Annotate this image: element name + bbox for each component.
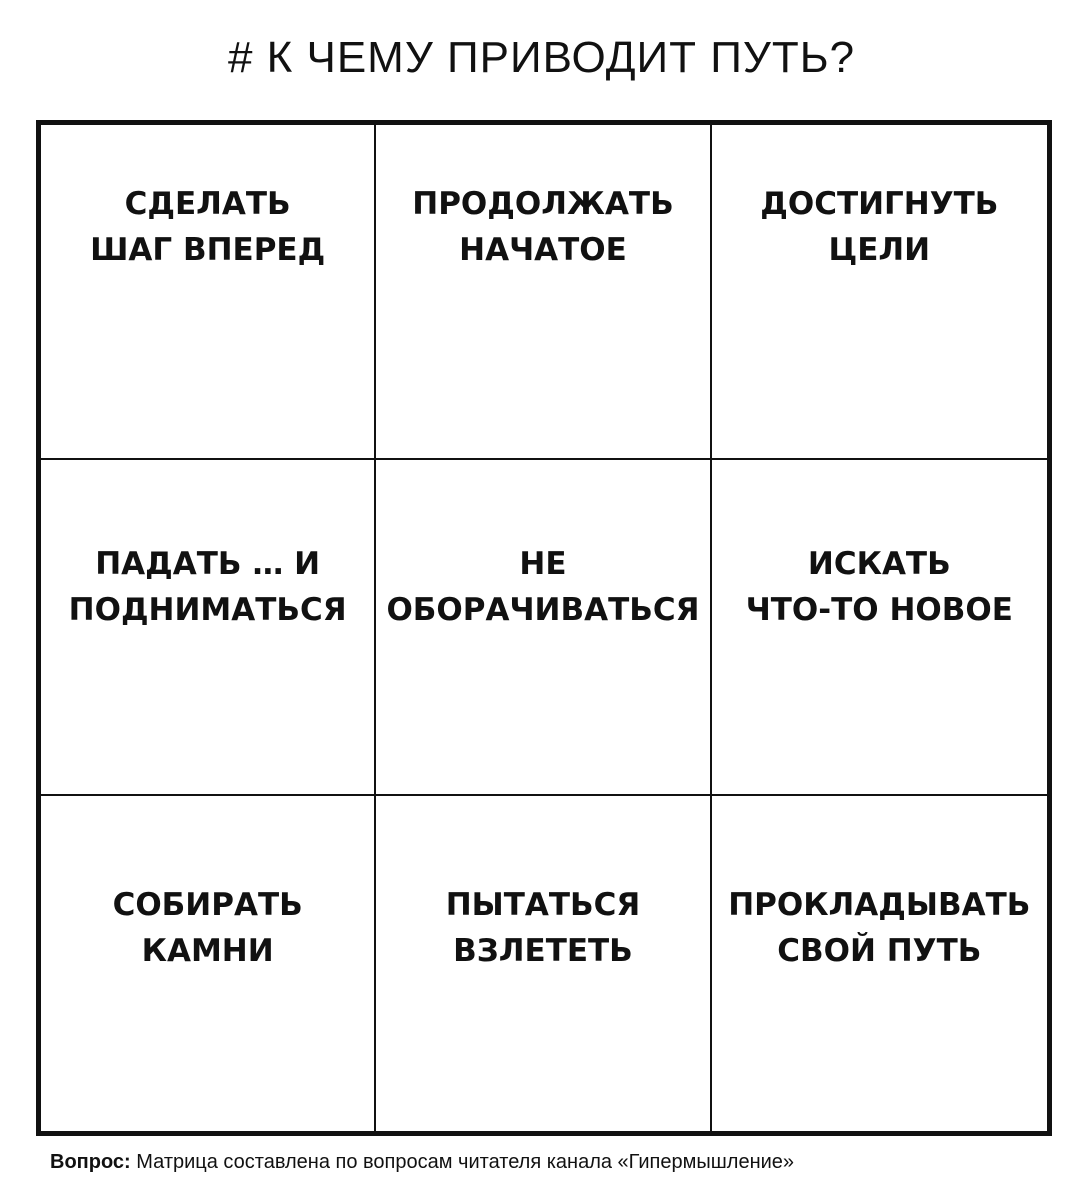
matrix-cell [712,460,1047,795]
matrix-cell [376,460,711,795]
matrix-cell [41,796,376,1131]
matrix-grid [36,120,1052,1136]
cell-text: ПЫТАТЬСЯ ВЗЛЕТЕТЬ [445,887,641,970]
cell-text: ПАДАТЬ … И ПОДНИМАТЬСЯ [68,545,347,628]
cell-text: ПРОКЛАДЫВАТЬ СВОЙ ПУТЬ [728,887,1031,970]
matrix-cell [41,460,376,795]
cell-text: ДОСТИГНУТЬ ЦЕЛИ [760,185,999,268]
matrix-cell [41,125,376,460]
matrix-cell [712,125,1047,460]
cell-text: ИСКАТЬ ЧТО-ТО НОВОЕ [745,545,1013,628]
matrix-cell [376,125,711,460]
footer-note [50,1148,1060,1176]
footer-lead: Вопрос: [50,1151,131,1173]
cell-text: СОБИРАТЬ КАМНИ [112,887,303,970]
matrix-cell [712,796,1047,1131]
cell-text: НЕ ОБОРАЧИВАТЬСЯ [386,545,700,628]
page-title: # К ЧЕМУ ПРИВОДИТ ПУТЬ? [227,33,856,82]
matrix-cell [376,796,711,1131]
cell-text: СДЕЛАТЬ ШАГ ВПЕРЕД [90,185,326,268]
cell-text: ПРОДОЛЖАТЬ НАЧАТОЕ [412,185,674,268]
footer-text: Матрица составлена по вопросам читателя канала «Гипермышление» [130,1151,795,1173]
